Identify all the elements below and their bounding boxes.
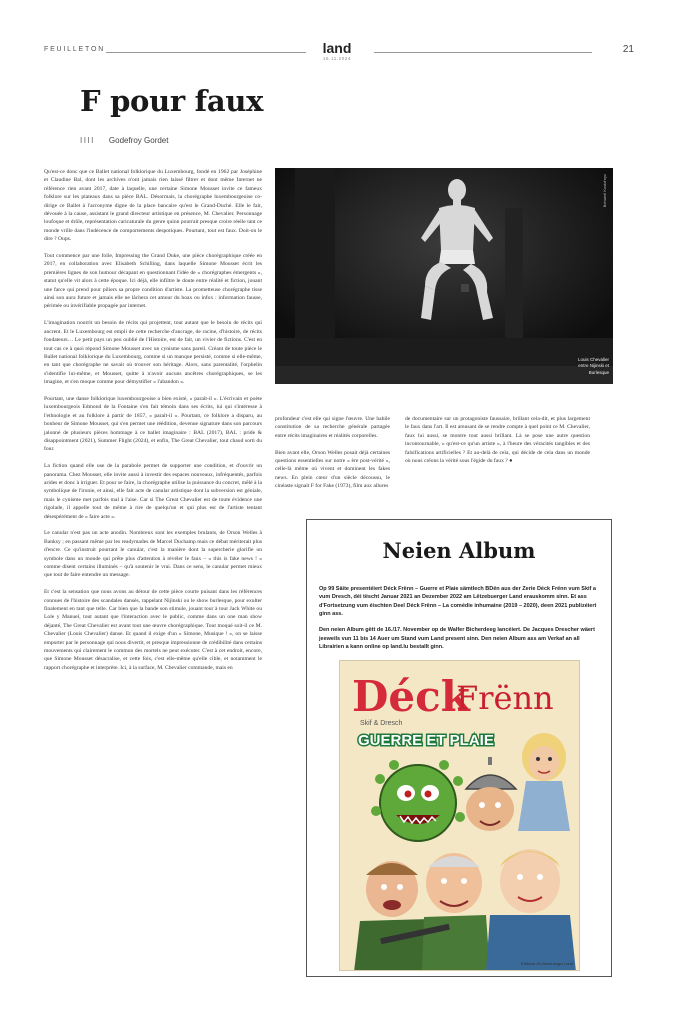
- ad-paragraph: Den neien Album gëtt de 16./17. November op de Walfer Bicherdeeg lancéiert. De Jacques Drescher wäert jeeweils vun 11 bis 14 Auer um Stand vum Land present sinn. Den neien Album ass am Verkaf an all Librairien a kann online op land.lu bestallt ginn.: [319, 627, 595, 651]
- ad-paragraph: Op 99 Säite presentéiert Déck Frënn – Guerre et Plaie sämtlech BDën aus der Zerie Déck Frënn vum Skif a vum Dresch, déi tëscht Januar 2021 an Dezember 2022 am Lëtzebuerger Land erauskomm sinn. Et ass d'Fortsetzung vum éischten Deel Déck Frënn – La comédie inhumaine (2019 – 2020), deen 2021 publizéiert ginn ass.: [319, 586, 597, 617]
- author-name: Godefroy Gordet: [108, 136, 169, 145]
- paragraph: Le canular n'est pas un acte anodin. Nombreux sont les exemples brulants, de Orson Welles à Banksy ; en passant même par les readymades de Marcel Duchamp mais ce débat mériterait plus d'encre. Ce qu'instruit pourtant le canular, c'est la manière dont la supercherie glorifie un symbole dans un monde qui prête plus d'attention à révéler le faux – « this is fake news ! » comme disent certains illuminés – qu'à soutenir le vrai. Dans ce sens, le canular permet mieux que tout de faire entendre un message.: [44, 530, 262, 579]
- article-column-3: [405, 415, 590, 474]
- paragraph: Bien avant elle, Orson Welles posait déjà certaines questions essentielles sur notre « ère post-vérité », celle-là même où vivent et dominent les fakes news. En plein cœur d'un siècle découssu, le cinéaste signait F for Fake (1973), film aux allures: [275, 449, 390, 490]
- header-rule-right: [374, 52, 592, 53]
- paragraph: L'imagination nourrit un besoin de récits qui projettent, tout autant que le besoin de récits qui ancrent. Et le Luxembourg est empli de cette recherche d'ancrage, de racine, d'histoire, de récits fondateurs… Le petit pays un peu oublié de l'Histoire, est de fait, un vivier de fictions. C'est en tout cas ce à quoi répond Simone Mousset avec un cynisme sans pareil. Créant de toute pièce le Ballet national folklorique du Luxembourg, comme si un manque persisté, comme si elle-même, en tant que chorégraphe ne savait où trouver son héritage. Alors, sans parentalité, l'orphelin s'identifie lui-même, et Mousset, quitte à n'avoir aucuns ancêtres chorégraphiques, se les imagine, et s'en moque comme pour démystifier « l'abandon ».: [44, 320, 262, 386]
- paragraph: Pourtant, une danse folklorique luxembourgeoise a bien existé, « paraît-il ». L'écrivain et poète luxembourgeois Edmond de la Fontaine s'en fait témoin dans ses écrits, lui qui s'intéresse à l'ethnologie et au folklore à partir de 1857, « paraît-il ». Pourtant, ce folklore a disparu, au bonheur de Simone Mousset, qui s'en permet une réédition, devenue signature dans son parcours jalonné de plusieurs pièces hommage à ce ballet imaginaire : BAL (2017), BAL : pride & disappointment (2021), Summer Flight (2024), et enfin, The Great Chevalier, tout chaud sorti du four.: [44, 395, 262, 453]
- article-title: F pour faux: [80, 84, 264, 118]
- article-column-2: [275, 415, 390, 499]
- photo-credit: Bohumil Kostohryz: [602, 174, 607, 208]
- issue-date: 15.11.2024: [322, 56, 352, 61]
- land-logo: land: [322, 40, 352, 56]
- paragraph: Qu'est-ce donc que ce Ballet national folklorique du Luxembourg, fondé en 1962 par Joséphine et Claudine Bal, dont les archives n'ont jamais rien laissé filtrer et dont même Internet ne référence rien avant 2017, date à laquelle, une certaine Simone Mousset invite ce fameux folklore sur les plateaux dans sa pièce BAL. Désormais, la chorégraphe luxembourgeoise co-dirige ce Ballet à l'acronyme digne de la place bancaire qu'est le Grand-Duché. Elle le fait, dévouée à la cause, assistant le grand directeur artistique en présence, M. Chevalier. Personnage loufoque et drôle, représentation caricaturale du genre quinn pourrait presque croire réelle tant ce monde vrille dans l'indécence de comportements despotiques. Pourtant, tout est faux. Doit-on le dire ? Oups.: [44, 169, 262, 243]
- photo-caption: Louis Chevalier entre Nijinski et Burlesque: [577, 356, 609, 375]
- cover-authors: Skif & Dresch: [360, 720, 403, 727]
- header-rule-left: [106, 52, 306, 53]
- paragraph: Et c'est la sensation que nous avons au détour de cette pièce courte puisant dans les références connues de l'histoire des scandales dansés, rappelant Nijinski ou le show burlesque, pour exulter finalement en tant que telle. Car bien que la bande son stimule, jouant tour à tour Jack White ou Lole y Manuel, tout autant que l'interaction avec le public, comme dans un one man show déjanté, The Great Chevalier est avant tout une œuvre chorégraphique. Tout moqué soit-il ce M. Chevalier (Louis Chevalier) danse. Et quand il exige d'un « Simone, Musique ! », on se laisse emporter par le personnage qui nous divertit, et presque impressionne de crédibilité dans certains mouvements qui clairement le commun des mortels ne peut exécuter. C'est à cet endroit, encore, que Simone Mousset désacralise, et cette fois, c'est elle-même qu'elle cible, et notamment le rapport chorégraphe et interprète. Ici, à la surface, M. Chevalier commande, mais en: [44, 589, 262, 671]
- ad-title: Neien Album: [382, 538, 536, 563]
- album-cover: [339, 660, 580, 971]
- cover-title-deck: Déck: [352, 672, 470, 721]
- article-column-1: [44, 168, 262, 681]
- paragraph: de documentaire sur un protagoniste faussaire, brillant cela-dit, et plus largement le faux dans l'art. Il est amusant de se rendre compte à quel point ce M. Chevalier, faux lui aussi, se montre tout aussi brillant. Là se pose une autre question incontournable, « qu'est-ce qu'un artiste », à l'heure des véracités tangibles et des falsifications artificielles ? Et au-delà de cela, qui décide de cela dans un monde où nous créons la vérité sous l'égide du faux ? ●: [405, 416, 590, 465]
- dancer-photo: [275, 168, 613, 384]
- byline-marks: IIII: [80, 136, 95, 145]
- section-label: FEUILLETON: [44, 46, 106, 53]
- byline: [80, 136, 168, 145]
- cover-imprint: Éditions d'Lëtzebuerger Land: [521, 961, 573, 966]
- page-header: [44, 40, 634, 61]
- paragraph: La fiction quand elle use de la parabole permet de supporter une condition, et d'ouvrir un panorama. Chez Mousset, elle invite aussi à investir des espaces nouveaux, infréquentés, parfois arides et donc à irriguer. Et pour se faire, la chorégraphe utilise la puissance du concret, mêlé à la symbolique de l'ironie, et ainsi, elle fait acte de canular artistique dont la subversion est géniale, mais le cynisme met parfois mal à l'aise. Car si The Great Chevalier est de toute évidence une rigolade, il appelle tout de même à rire de quelqu'un et qui plus est de l'artiste tentant désespérément de « faire acte ».: [44, 463, 262, 520]
- cover-title-frenn: Frënn: [456, 679, 554, 717]
- ad-text: [319, 585, 599, 660]
- album-cover-art: [340, 661, 580, 971]
- paragraph: profondeur c'est elle qui signe l'œuvre. Une habile constitution de sa recherche générale partagée entre récits imaginaires et réalités corporelles.: [275, 416, 390, 439]
- page-number: 21: [622, 44, 634, 55]
- cover-subtitle: GUERRE ET PLAIE: [358, 732, 494, 749]
- paragraph: Tout commence par une folie, Impressing the Grand Duke, une pièce chorégraphique créée en 2017, en collaboration avec Elisabeth Schilling, dans laquelle Simone Mousset écrit les premières lignes de son humour décapant en questionnant l'idée de « chorégraphes émergents », statut qu'elle vit alors à cette époque. Ici déjà, elle infiltre le doute entre réalité et fiction, jouant une farce qui prend pour piliers sa propre condition d'artiste. La prometteuse chorégraphe tisse ainsi son aura future et jamais elle ne lâchera cet amour du hoax ou infox : information fausse, périmée ou invérifiable propagée par internet.: [44, 253, 262, 310]
- dancer-photo-illustration: [275, 168, 613, 384]
